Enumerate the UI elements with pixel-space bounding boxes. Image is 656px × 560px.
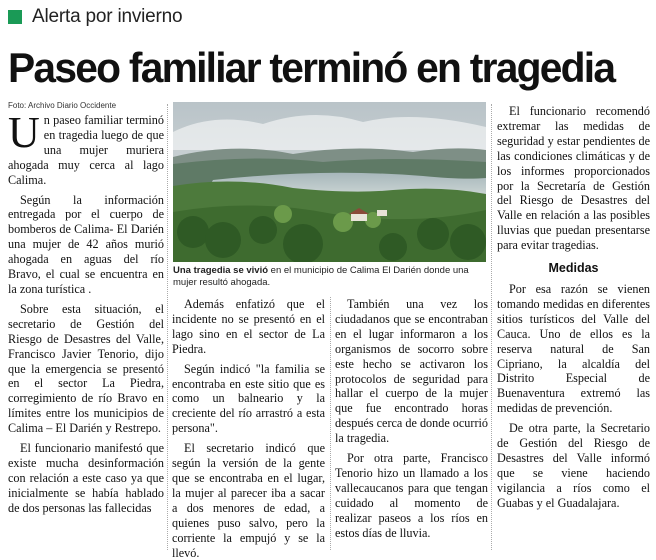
photo-credit: Foto: Archivo Diario Occidente (8, 101, 117, 110)
paragraph: Según la información entregada por el cuerpo de bomberos de Calima- El Darién una mujer de 42 años murió ahogada en aguas del río Bravo, el cual se encuentra en la zona turística . (8, 192, 164, 296)
paragraph: El secretario indicó que según la versión de la gente que se encontraba en el lugar, la mujer al parecer iba a sacar a dos menores de edad, a quienes puso salvo, pero la corriente la empujó y se la llevó. (172, 441, 325, 560)
caption-lead: Una tragedia se vivió (173, 265, 269, 276)
photo-caption (173, 265, 486, 288)
paragraph: Además enfatizó que el incidente no se presentó en el lago sino en el sector de La Piedra. (172, 297, 325, 356)
column-divider (491, 104, 492, 550)
paragraph-text: n paseo familiar terminó en tragedia luego de que una mujer muriera ahogada muy cerca al lago Calima. (8, 113, 164, 187)
paragraph: El funcionario manifestó que existe mucha desinformación con relación a este caso ya que inicialmente se había hablado de dos personas las fallecidas (8, 441, 164, 515)
article-column-1 (8, 108, 164, 516)
paragraph: También una vez los ciudadanos que se encontraban en el lugar informaron a los organismos de socorro sobre este hecho se activaron los protocolos de seguridad para hallar el cuerpo de la mujer que fue encontrado horas después cerca de donde ocurrió la tragedia. (335, 297, 488, 446)
lead-paragraph (8, 108, 164, 188)
paragraph: De otra parte, la Secretario de Gestión del Riesgo de Desastres del Valle informó que se viene haciendo vigilancia a ríos como el Guabas y el Guadalajara. (497, 421, 650, 510)
article-column-3 (335, 297, 488, 541)
subheading: Medidas (548, 261, 599, 276)
paragraph: Según indicó "la familia se encontraba en este sitio que es como un balneario y la creciente del río arrastró a esta persona". (172, 361, 325, 436)
section-label: Alerta por invierno (32, 6, 183, 27)
paragraph: Por otra parte, Francisco Tenorio hizo un llamado a los vallecaucanos para que tengan cuidado al momento de realizar paseos a los ríos en estos días de lluvia. (335, 451, 488, 540)
paragraph: El funcionario recomendó extremar las medidas de seguridad y estar pendientes de las condiciones climáticas y de los informes proporcionados por la Secretaría de Gestión del Riesgo de Desastres del Valle en relación a las posibles lluvias que puedan presentarse para evitar tragedias. (497, 104, 650, 253)
article-column-2 (172, 297, 325, 560)
headline: Paseo familiar terminó en tragedia (8, 44, 615, 91)
drop-cap: U (8, 108, 40, 157)
column-divider (330, 297, 331, 550)
section-header (8, 6, 182, 28)
article-photo (173, 102, 486, 262)
section-marker (8, 10, 22, 24)
article-column-4 (497, 104, 650, 511)
paragraph: Sobre esta situación, el secretario de Gestión del Riesgo de Desastres del Valle, Francisco Javier Tenorio, dijo que la emergencia se presentó en el sector La Piedra, corregimiento de río Bravo en límites entre los municipios de Calima – El Darién y Restrepo. (8, 301, 164, 436)
column-divider (167, 104, 168, 550)
caption-text: en el municipio de Calima El Darién donde una mujer resultó ahogada. (173, 265, 469, 288)
paragraph: Por esa razón se vienen tomando medidas en diferentes sitios turísticos del Valle del Cauca. Uno de ellos es la reserva natural de San Cipriano, la alcaldía del Distrito Especial de Buenaventura extremó las medidas de prevención. (497, 281, 650, 416)
